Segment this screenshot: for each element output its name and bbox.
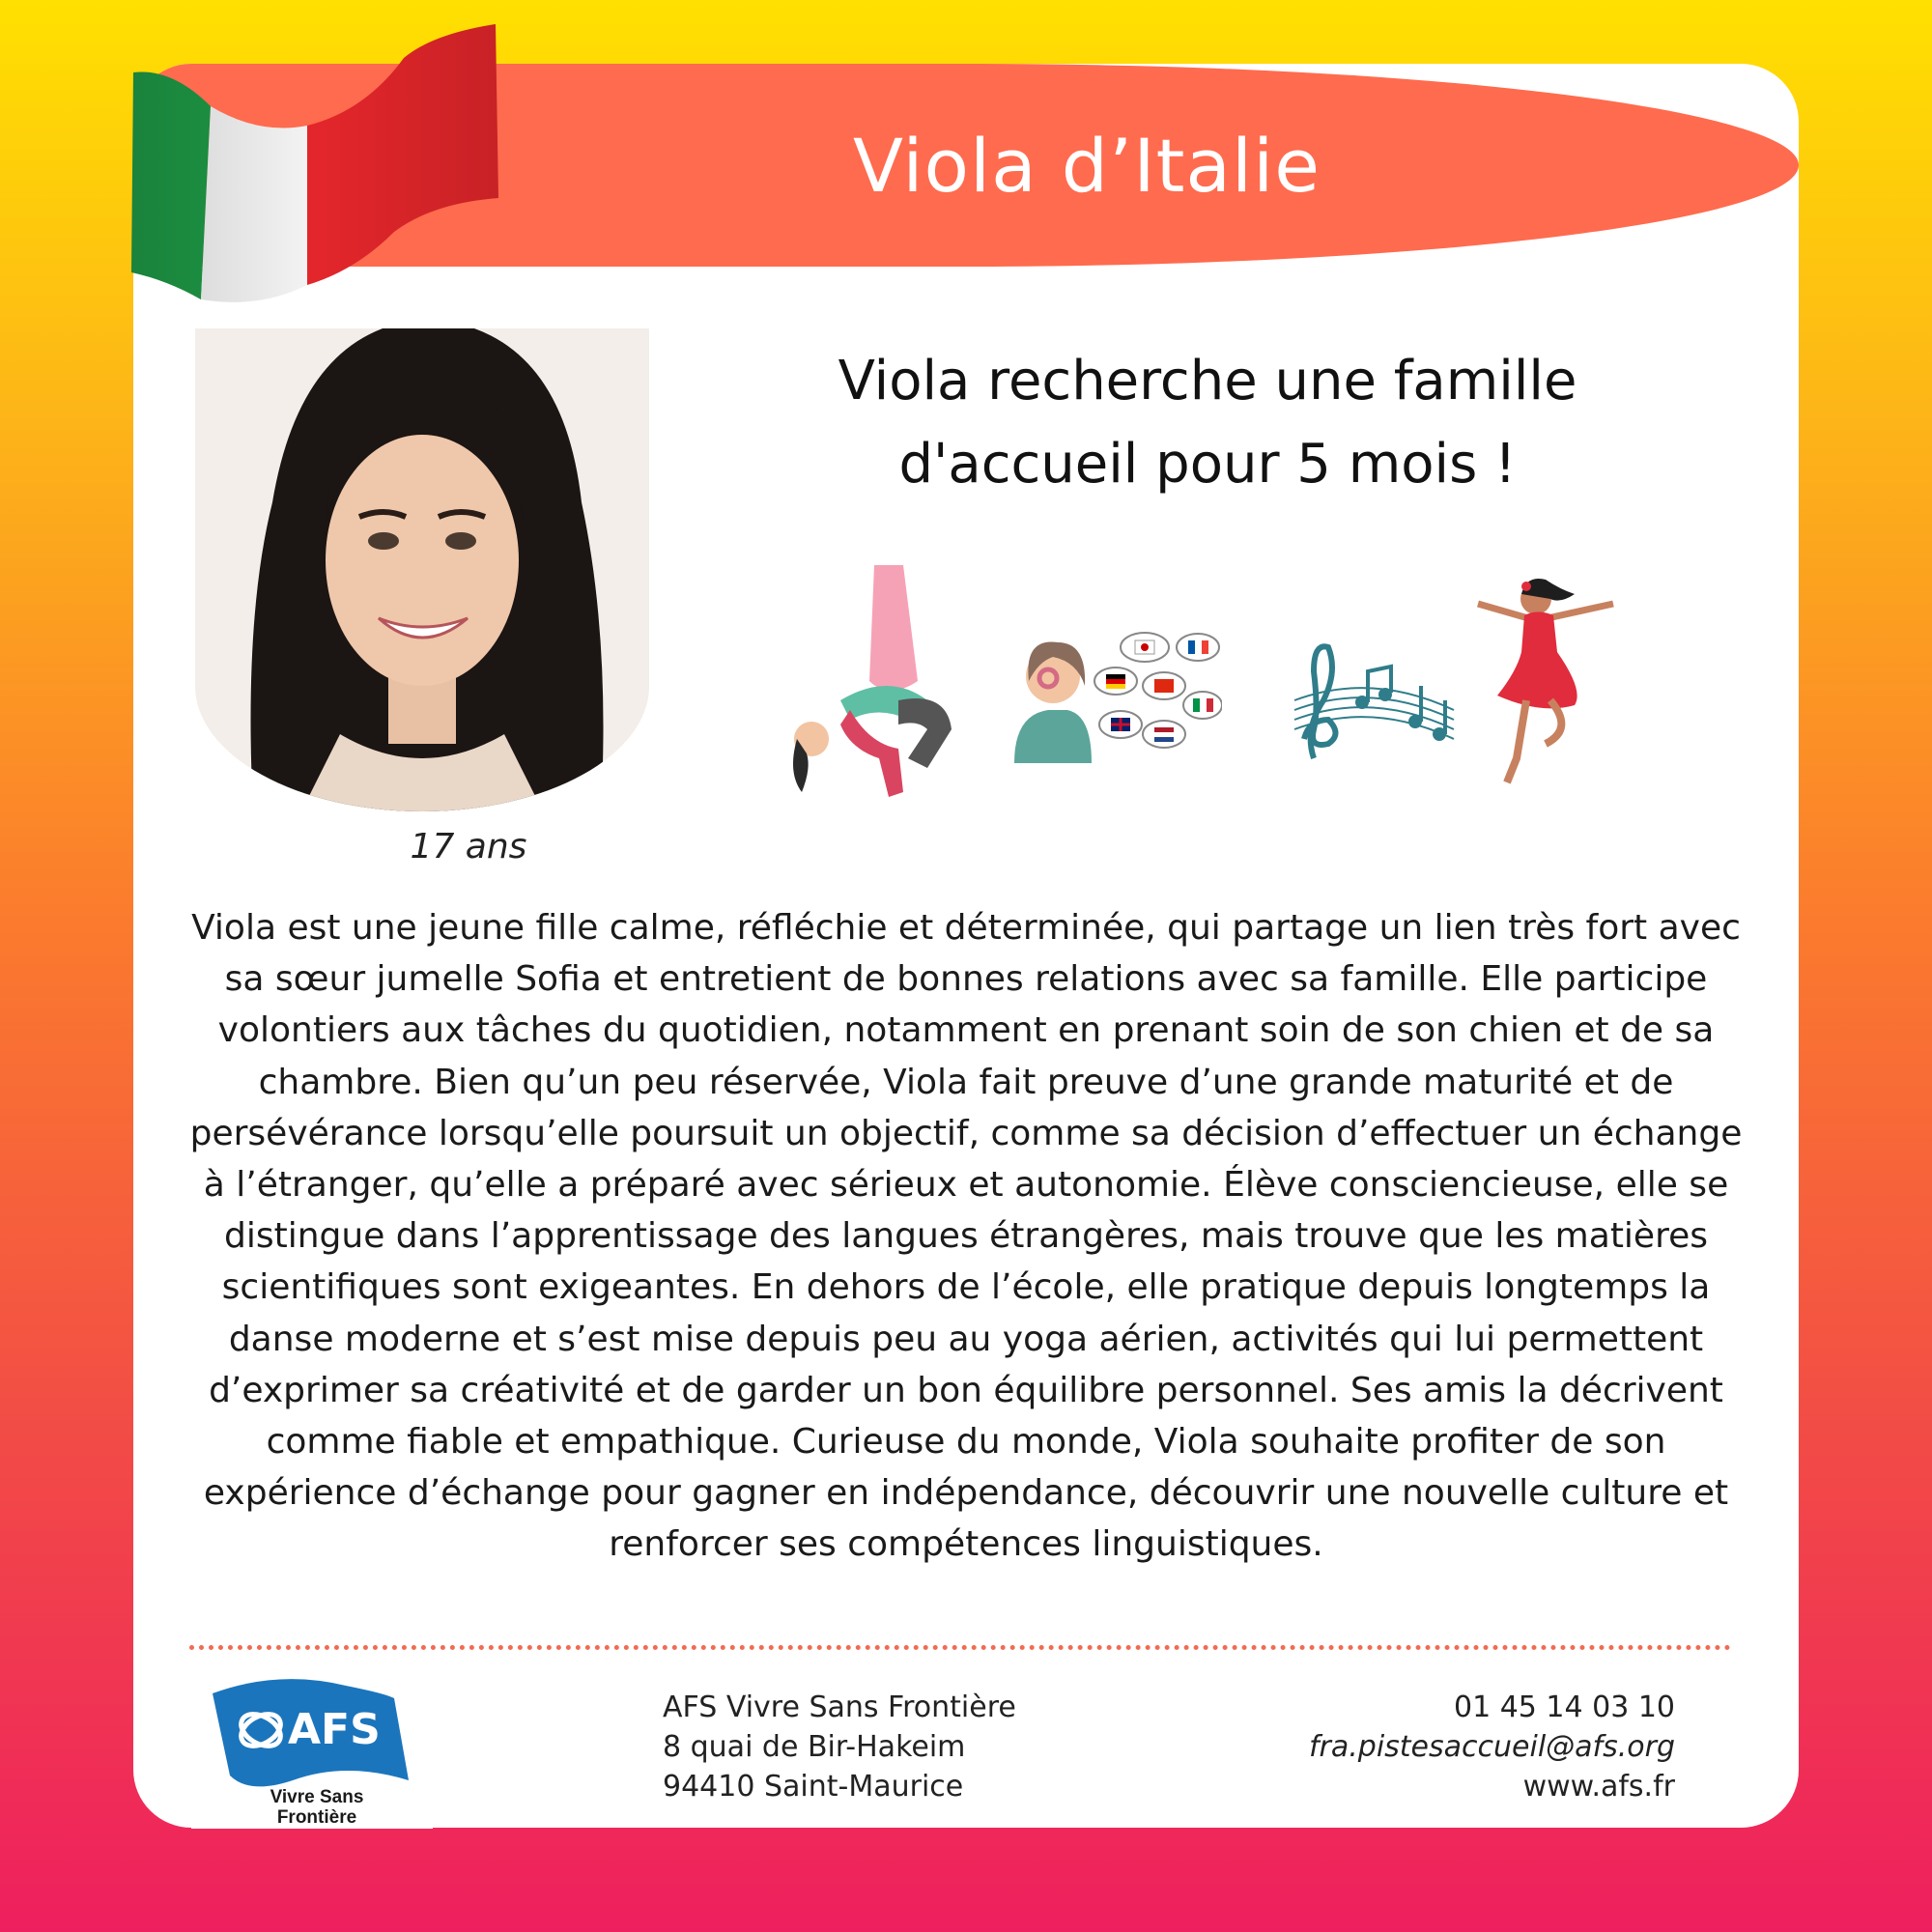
- page-title: Viola d’Italie: [853, 122, 1321, 209]
- email-link[interactable]: fra.pistesaccueil@afs.org: [1308, 1730, 1675, 1764]
- student-portrait: [195, 328, 649, 811]
- address-line: 94410 Saint-Maurice: [663, 1770, 964, 1804]
- phone-number: 01 45 14 03 10: [1453, 1690, 1675, 1724]
- footer-address: [663, 1688, 1146, 1806]
- headline-line: Viola recherche une famille: [838, 350, 1577, 412]
- music-icon: [1285, 633, 1459, 763]
- afs-logo-text: AFS: [288, 1705, 381, 1754]
- afs-logo-subtitle: Frontière: [276, 1807, 357, 1828]
- italy-flag-icon: [114, 19, 510, 309]
- aerial-yoga-icon: [782, 565, 976, 802]
- headline: [734, 340, 1681, 506]
- dotted-divider: [189, 1645, 1731, 1650]
- headline-line: d'accueil pour 5 mois !: [898, 433, 1517, 496]
- student-description: Viola est une jeune fille calme, réfléchie et déterminée, qui partage un lien très fort avec sa sœur jumelle Sofia et entretient de bonnes relations avec sa famille. Elle participe volontiers aux tâches du quotidien, notamment en prenant soin de son chien et de sa chambre. Bien qu’un peu réservée, Viola fait preuve d’une grande maturité et de persévérance lorsqu’elle poursuit un objectif, comme sa décision d’effectuer un échange à l’étranger, qu’elle a préparé avec sérieux et autonomie. Élève consciencieuse, elle se distingue dans l’apprentissage des langues étrangères, mais trouve que les matières scientifiques sont exigeantes. En dehors de l’école, elle pratique depuis longtemps la danse moderne et s’est mise depuis peu au yoga aérien, activités qui lui permettent d’exprimer sa créativité et de garder un bon équilibre personnel. Ses amis la décrivent comme fiable et empathique. Curieuse du monde, Viola souhaite profiter de son expérience d’échange pour gagner en indépendance, découvrir une nouvelle culture et renforcer ses compétences linguistiques.: [189, 908, 1743, 1565]
- org-name: AFS Vivre Sans Frontière: [663, 1690, 1016, 1724]
- dance-icon: [1468, 565, 1623, 787]
- student-age: 17 ans: [410, 827, 527, 867]
- footer-contact: [1208, 1688, 1675, 1806]
- website-link[interactable]: www.afs.fr: [1522, 1770, 1675, 1804]
- address-line: 8 quai de Bir-Hakeim: [663, 1730, 966, 1764]
- afs-logo: [191, 1674, 433, 1829]
- languages-icon: [1009, 628, 1222, 763]
- afs-logo-subtitle: Vivre Sans: [270, 1787, 364, 1807]
